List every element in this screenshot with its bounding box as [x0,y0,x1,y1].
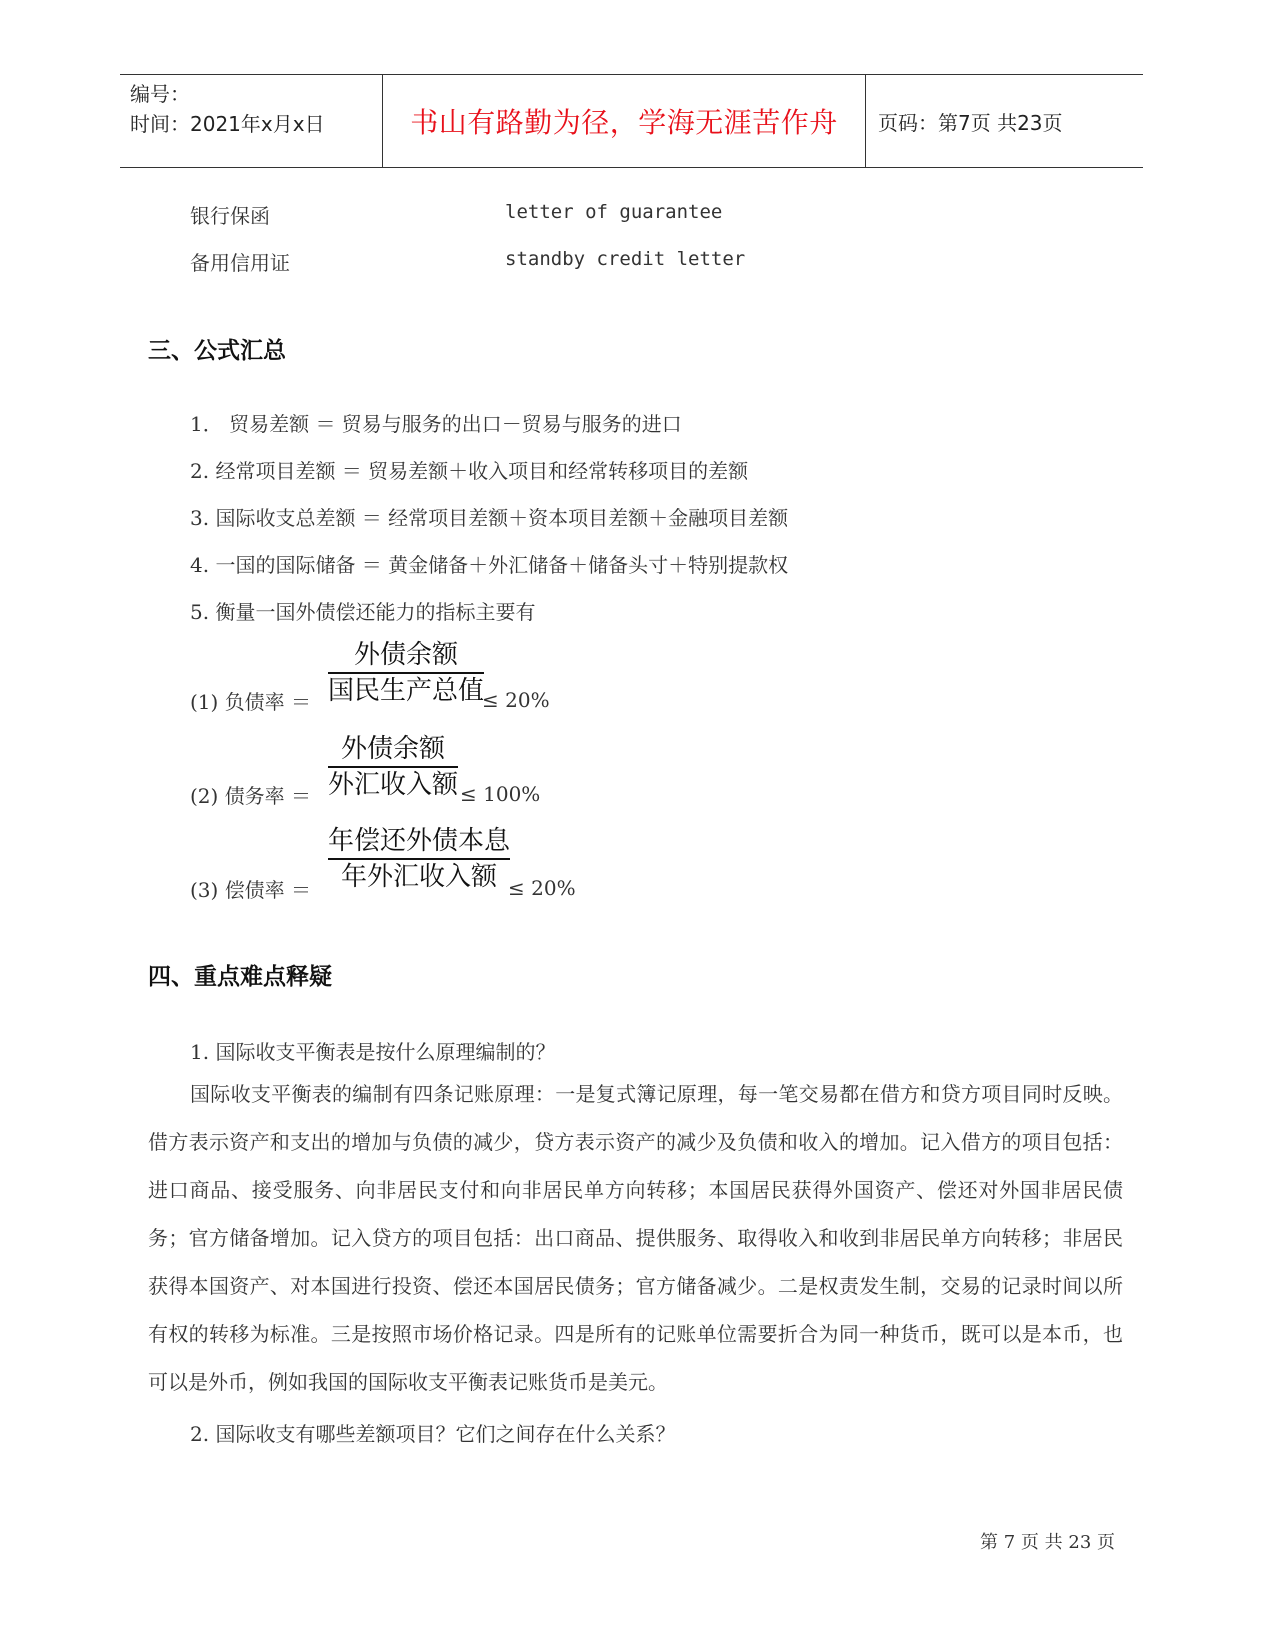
section-title: 三、公式汇总 [148,338,286,364]
header-motto-cell [383,75,866,167]
fraction [328,734,458,800]
fraction-numerator: 年偿还外债本息 [328,826,511,856]
formula-condition: ≤ 100% [460,782,541,806]
answer-paragraph: 国际收支平衡表的编制有四条记账原理：一是复式簿记原理，每一笔交易都在借方和贷方项目同时反映。借方表示资产和支出的增加与负债的减少，贷方表示资产的减少及负债和收入的增加。记入借方的项目包括：进口商品、接受服务、向非居民支付和向非居民单方向转移；本国居民获得外国资产、偿还对外国非居民债务；官方储备增加。记入贷方的项目包括：出口商品、提供服务、取得收入和收到非居民单方向转移；非居民获得本国资产、对本国进行投资、偿还本国居民债务；官方储备减少。二是权责发生制，交易的记录时间以所有权的转移为标准。三是按照市场价格记录。四是所有的记账单位需要折合为同一种货币，既可以是本币，也可以是外币，例如我国的国际收支平衡表记账货币是美元。 [148,1082,1123,1394]
header-meta [120,75,383,167]
time-label: 时间：2021年x月x日 [130,112,325,136]
formula-item: 4. 一国的国际储备 ＝ 黄金储备＋外汇储备＋储备头寸＋特别提款权 [190,553,789,577]
formula-condition: ≤ 20% [482,688,550,712]
term-cn: 备用信用证 [190,251,290,275]
question: 2. 国际收支有哪些差额项目？它们之间存在什么关系？ [190,1422,676,1446]
section-title: 四、重点难点释疑 [148,964,332,990]
term-cn: 银行保函 [190,204,270,228]
formula-item: 2. 经常项目差额 ＝ 贸易差额＋收入项目和经常转移项目的差额 [190,459,749,483]
fraction [328,640,484,706]
motto: 书山有路勤为径，学海无涯苦作舟 [410,106,838,139]
fraction-bar [328,858,510,860]
page-footer: 第 7 页 共 23 页 [980,1532,1115,1553]
fraction-denominator: 年外汇收入额 [341,862,498,892]
fraction-bar [328,766,458,768]
formula-item: 5. 衡量一国外债偿还能力的指标主要有 [190,600,536,624]
page-label: 页码：第7页 共23页 [878,110,1063,135]
fraction-numerator: 外债余额 [354,640,459,670]
formula-item: 3. 国际收支总差额 ＝ 经常项目差额＋资本项目差额＋金融项目差额 [190,506,789,530]
header-table [120,74,1143,168]
fraction [328,826,510,892]
formula-label: (3) 偿债率 ＝ [190,878,312,902]
fraction-numerator: 外债余额 [341,734,446,764]
question: 1. 国际收支平衡表是按什么原理编制的？ [190,1040,556,1064]
header-page-cell [866,75,1143,167]
formula-condition: ≤ 20% [508,876,576,900]
number-label: 编号： [130,82,190,106]
fraction-denominator: 外汇收入额 [328,770,459,800]
term-en: letter of guarantee [505,201,723,223]
fraction-bar [328,672,484,674]
formula-label: (2) 债务率 ＝ [190,784,312,808]
term-en: standby credit letter [505,248,746,270]
fraction-denominator: 国民生产总值 [328,676,485,706]
formula-item: 1． 贸易差额 ＝ 贸易与服务的出口－贸易与服务的进口 [190,412,682,436]
formula-label: (1) 负债率 ＝ [190,690,312,714]
